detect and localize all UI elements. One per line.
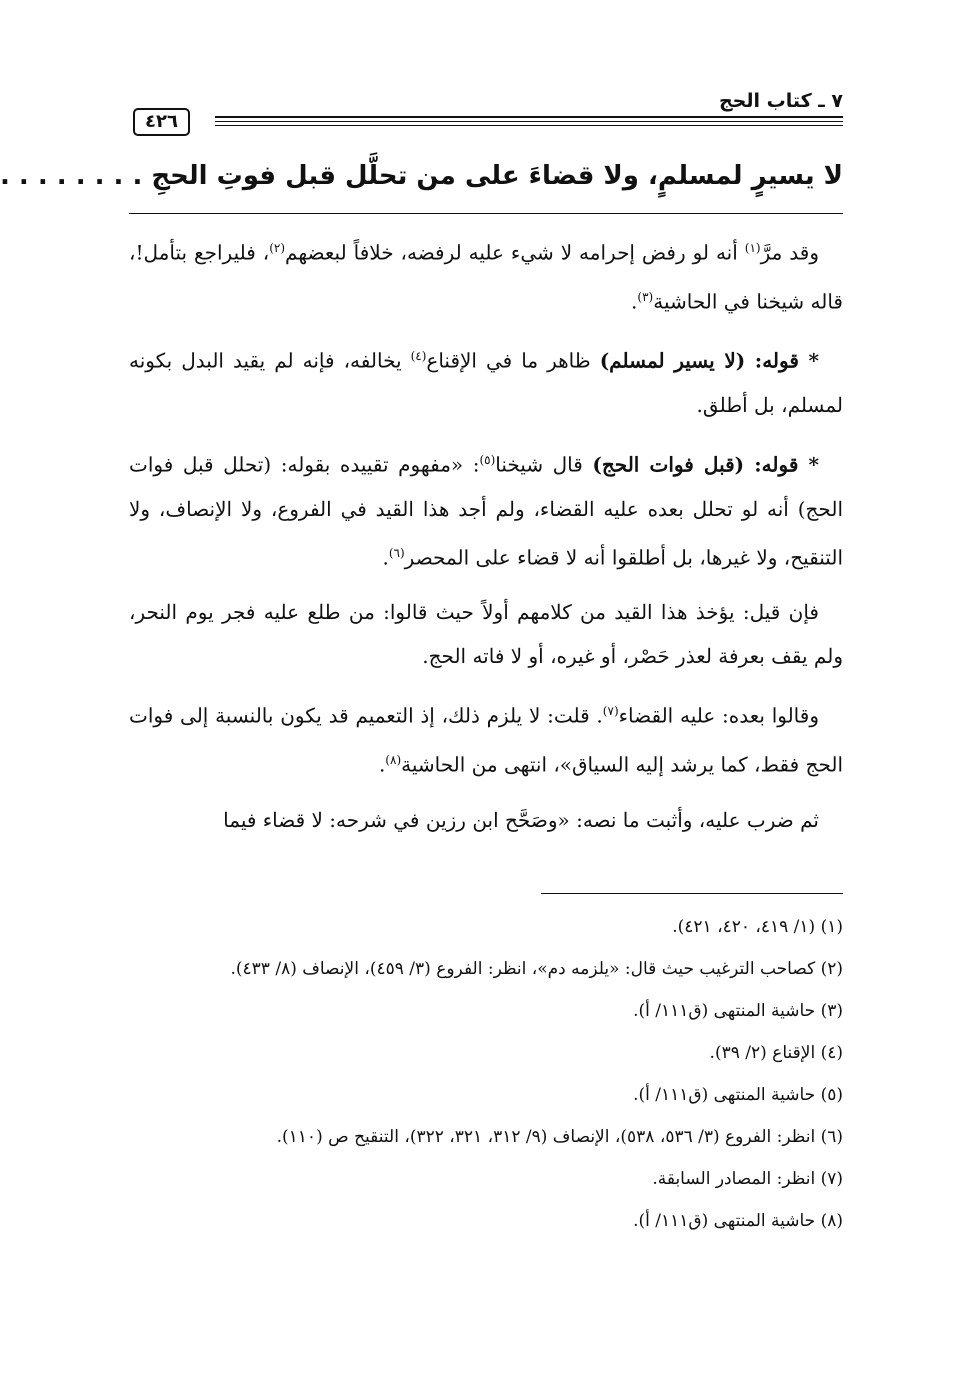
text-run: . قلت: لا يلزم ذلك، إذ التعميم قد يكون بالنسبة إلى فوات الحج فقط، كما يرشد إليه السياق»، انتهى من الحاشية: [129, 703, 843, 777]
paragraph: [129, 334, 843, 427]
paragraph: [129, 226, 843, 323]
commentary-body: [129, 226, 843, 853]
chapter-title: ٧ ـ كتاب الحج: [718, 90, 843, 112]
footnote-ref: (١): [744, 241, 761, 255]
footnotes: [129, 906, 843, 1242]
page-number: ٤٢٦: [133, 108, 190, 136]
header-rule: [215, 121, 843, 122]
text-run: وقالوا بعده: عليه القضاء: [618, 703, 819, 728]
footnote-ref: (٦): [388, 545, 405, 560]
footnote-ref: (٥): [479, 452, 496, 467]
header-rule: [215, 125, 843, 126]
footnote-ref: (٧): [602, 704, 619, 719]
text-run: يخالفه، فإنه لم يقيد البدل بكونه لمسلم، بل أطلق.: [129, 348, 843, 417]
paragraph: [129, 689, 843, 786]
text-run: ظاهر ما في الإقناع: [426, 348, 600, 373]
quoted-matn: * قوله: (لا يسير لمسلم): [599, 348, 819, 373]
footnote-ref: (٨): [385, 752, 402, 767]
footnote: (١) (١/ ٤١٩، ٤٢٠، ٤٢١).: [672, 917, 843, 937]
text-run: ثم ضرب عليه، وأثبت ما نصه: «وصَحَّح ابن رزين في شرحه: لا قضاء فيما: [223, 807, 819, 832]
paragraph: [129, 438, 843, 579]
footnote: (٥) حاشية المنتهى (ق١١١/ أ).: [633, 1085, 843, 1105]
footnote: (٨) حاشية المنتهى (ق١١١/ أ).: [633, 1211, 843, 1231]
footnote-ref: (٣): [637, 289, 654, 304]
footnote: (٤) الإقناع (٢/ ٣٩).: [709, 1043, 843, 1063]
running-header: [129, 84, 843, 136]
text-run: قال شيخنا: [495, 452, 593, 477]
matn-heading: لا يسيرٍ لمسلمٍ، ولا قضاءَ على من تحلَّل قبل فوتِ الحجِ . . . . . . . .: [0, 161, 843, 191]
header-rule: [215, 116, 843, 118]
paragraph: [129, 590, 843, 678]
text-run: .: [378, 752, 386, 777]
text-run: .: [631, 289, 638, 314]
footnote-divider: [541, 893, 843, 894]
footnote: (٦) انظر: الفروع (٣/ ٥٣٦، ٥٣٨)، الإنصاف (٩/ ٣١٢، ٣٢١، ٣٢٢)، التنقيح ص (١١٠).: [276, 1127, 843, 1147]
text-run: : «مفهوم تقييده بقوله: (تحلل قبل فوات الحج) أنه لو تحلل بعده عليه القضاء، ولم أجد هذا القيد في الفروع، ولا الإنصاف، ولا التنقيح، ولا غيرها، بل أطلقوا أنه لا قضاء على المحصر: [129, 452, 843, 570]
text-run: فإن قيل: يؤخذ هذا القيد من كلامهم أولاً حيث قالوا: من طلع عليه فجر يوم النحر، ولم يقف بعرفة لعذر حَصْر، أو غيره، أو لا فاته الحج.: [129, 600, 843, 669]
text-run: .: [382, 545, 389, 570]
paragraph: [129, 798, 843, 842]
footnote-ref: (٤): [410, 349, 427, 364]
footnote-ref: (٢): [269, 241, 286, 255]
quoted-matn: * قوله: (قبل فوات الحج): [592, 452, 820, 477]
footnote: (٧) انظر: المصادر السابقة.: [652, 1169, 843, 1189]
footnote: (٢) كصاحب الترغيب حيث قال: «يلزمه دم»، انظر: الفروع (٣/ ٤٥٩)، الإنصاف (٨/ ٤٣٣).: [230, 959, 843, 979]
footnote: (٣) حاشية المنتهى (ق١١١/ أ).: [633, 1001, 843, 1021]
text-run: ، فليراجع بتأمل!، قاله شيخنا في الحاشية: [129, 240, 843, 314]
text-run: وقد مرَّ: [760, 240, 819, 265]
matn-divider: [129, 213, 843, 214]
text-run: أنه لو رفض إحرامه لا شيء عليه لرفضه، خلافاً لبعضهم: [285, 240, 745, 265]
